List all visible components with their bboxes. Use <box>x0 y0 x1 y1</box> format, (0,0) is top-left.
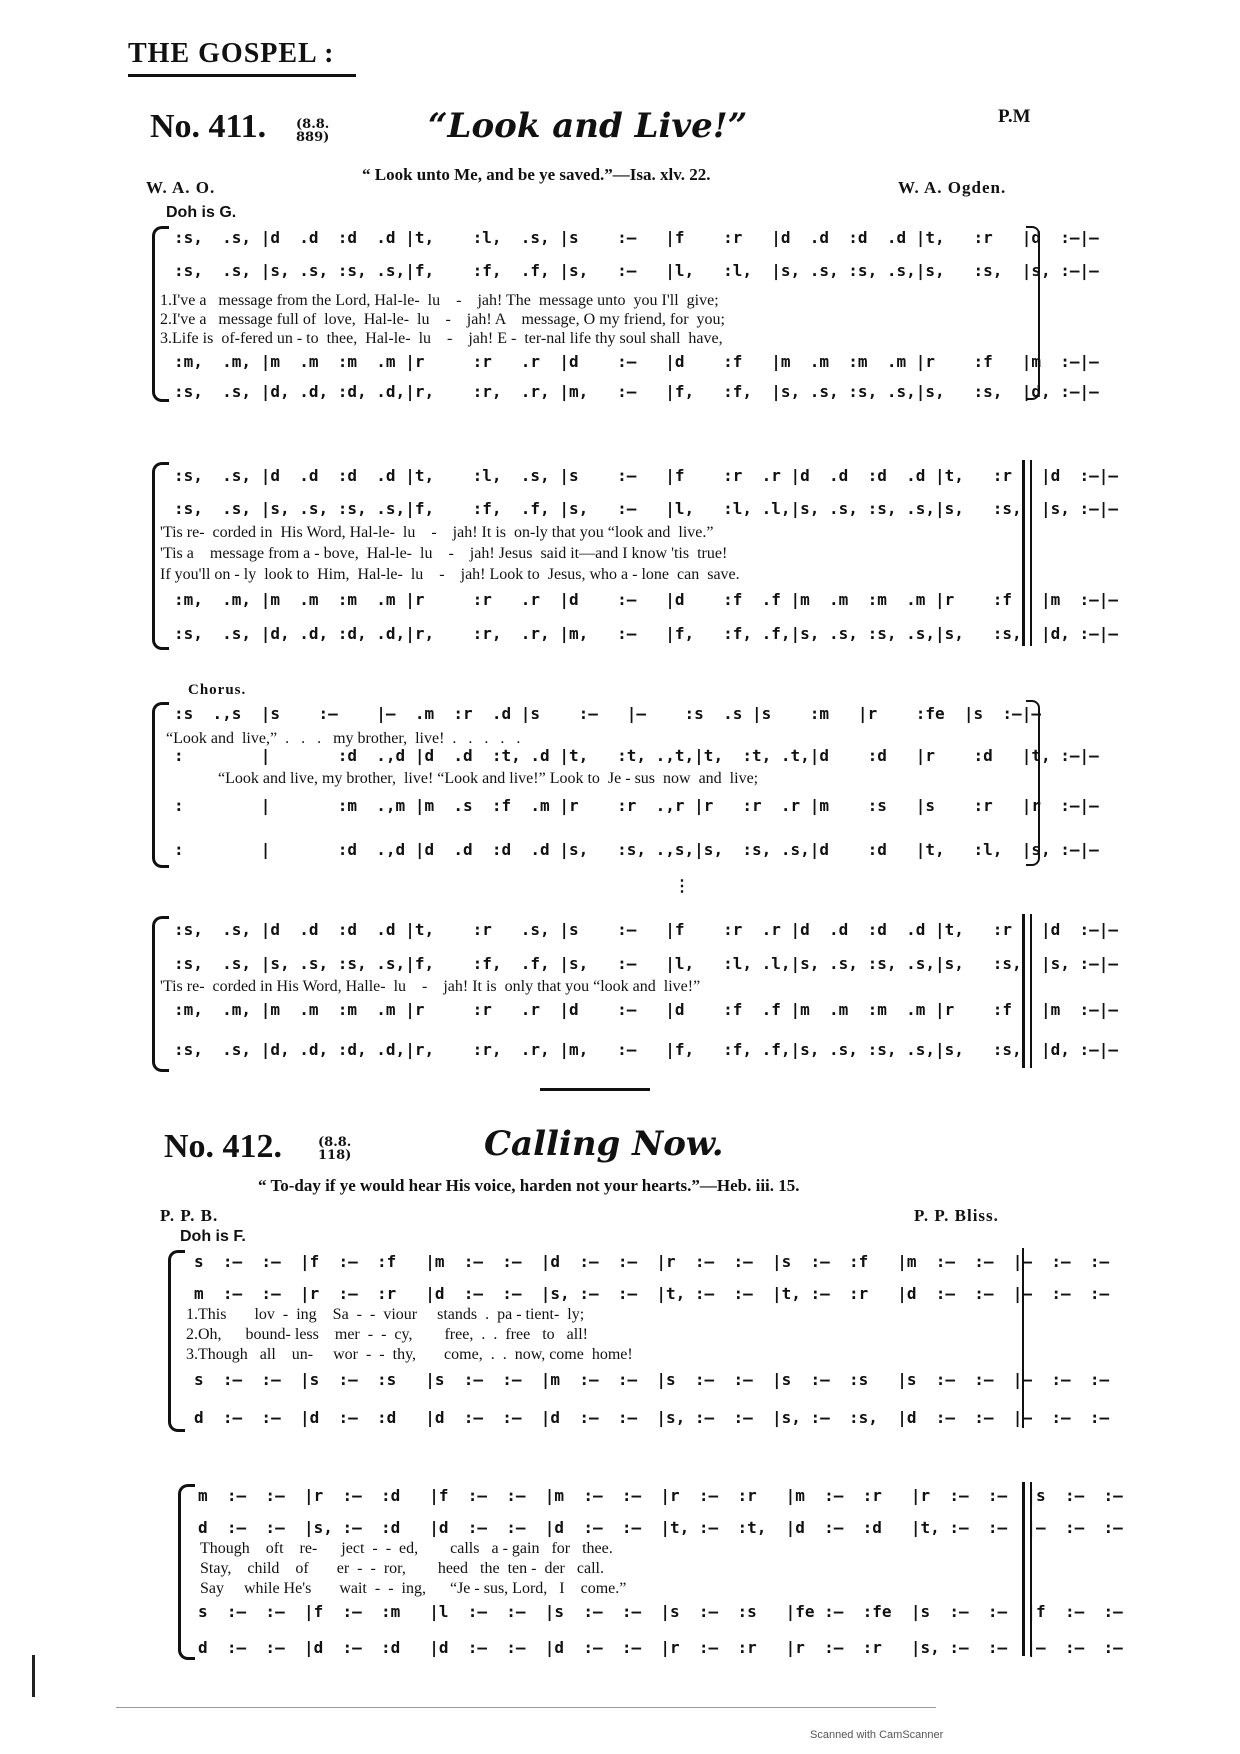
final-barline-thin <box>1030 1482 1032 1656</box>
lyric-verse-1: 1.I've a message from the Lord, Hal-le- lu - jah! The message unto you I'll give; <box>160 292 719 309</box>
notation-row-soprano: :s, .s, |d .d :d .d |t, :l, .s, |s :— |f :r .r |d .d :d .d |t, :r |d :—|— <box>174 466 1119 485</box>
hymn-411-number: No. 411. <box>150 108 267 145</box>
notation-row-bass: :s, .s, |d, .d, :d, .d,|r, :r, .r, |m, :— |f, :f, .f,|s, .s, :s, .s,|s, :s, |d, :—|— <box>174 1040 1119 1059</box>
lyric-verse-3: If you'll on - ly look to Him, Hal-le- lu - jah! Look to Jesus, who a - lone can save. <box>160 566 740 583</box>
lyric-chorus-lead: “Look and live,” . . . my brother, live! . . . . . <box>166 730 521 747</box>
system-brace <box>178 1484 195 1660</box>
lyric-verse-2: Stay, child of er - - ror, heed the ten - der call. <box>200 1560 604 1577</box>
hymn-411-title: “Look and Live!” <box>428 106 748 146</box>
notation-row-soprano: :s .,s |s :— |— .m :r .d |s :— |— :s .s |s :m |r :fe |s :—|— <box>174 704 1041 723</box>
header-underline <box>128 74 356 77</box>
bottom-rule <box>116 1707 936 1708</box>
lyric-chorus-response: “Look and live, my brother, live! “Look and live!” Look to Je - sus now and live; <box>166 770 759 787</box>
hymn-412-composer: P. P. Bliss. <box>914 1206 999 1225</box>
notation-row-alto: :s, .s, |s, .s, :s, .s,|f, :f, .f, |s, :— |l, :l, |s, .s, :s, .s,|s, :s, |s, :—|— <box>174 261 1099 280</box>
hymn-412-epigraph: “ To-day if ye would hear His voice, harden not your hearts.”—Heb. iii. 15. <box>258 1176 800 1195</box>
notation-row-alto: :s, .s, |s, .s, :s, .s,|f, :f, .f, |s, :— |l, :l, .l,|s, .s, :s, .s,|s, :s, |s, :—|— <box>174 954 1119 973</box>
lyric-verse-1: 'Tis re- corded in His Word, Hal-le- lu - jah! It is on-ly that you “look and live.” <box>160 524 714 541</box>
notation-row-bass: :s, .s, |d, .d, :d, .d,|r, :r, .r, |m, :— |f, :f, |s, .s, :s, .s,|s, :s, |d, :—|— <box>174 382 1099 401</box>
notation-row-alto: d :— :— |s, :— :d |d :— :— |d :— :— |t, :— :t, |d :— :d |t, :— :— |— :— :— <box>198 1518 1123 1537</box>
system-end-bar <box>1022 1248 1024 1428</box>
notation-row-tenor: :m, .m, |m .m :m .m |r :r .r |d :— |d :f .f |m .m :m .m |r :f |m :—|— <box>174 1000 1119 1019</box>
notation-row-alto: :s, .s, |s, .s, :s, .s,|f, :f, .f, |s, :— |l, :l, .l,|s, .s, :s, .s,|s, :s, |s, :—|— <box>174 499 1119 518</box>
chorus-label: Chorus. <box>188 682 247 698</box>
notation-row-bass: : | :d .,d |d .d :d .d |s, :s, .,s,|s, :s, .s,|d :d |t, :l, |s, :—|— <box>174 840 1099 859</box>
system-brace <box>168 1250 185 1432</box>
hymn-411-key: Doh is G. <box>166 204 237 221</box>
notation-row-tenor: :m, .m, |m .m :m .m |r :r .r |d :— |d :f |m .m :m .m |r :f |m :—|— <box>174 352 1099 371</box>
notation-row-tenor: : | :m .,m |m .s :f .m |r :r .,r |r :r .r |m :s |s :r |r :—|— <box>174 796 1099 815</box>
notation-row-soprano: :s, .s, |d .d :d .d |t, :r .s, |s :— |f :r .r |d .d :d .d |t, :r |d :—|— <box>174 920 1119 939</box>
hymn-divider <box>540 1088 650 1091</box>
notation-row-alto: m :— :— |r :— :r |d :— :— |s, :— :— |t, :— :— |t, :— :r |d :— :— |— :— :— <box>194 1284 1110 1303</box>
hymn-411-author: W. A. O. <box>146 178 216 197</box>
repeat-mark: ⋮ <box>674 876 690 895</box>
hymn-412-number: No. 412. <box>164 1128 283 1165</box>
notation-row-soprano: :s, .s, |d .d :d .d |t, :l, .s, |s :— |f :r |d .d :d .d |t, :r |d :—|— <box>174 228 1099 247</box>
notation-row-tenor: s :— :— |s :— :s |s :— :— |m :— :— |s :— :— |s :— :s |s :— :— |— :— :— <box>194 1370 1110 1389</box>
scanner-footer-note: Scanned with CamScanner <box>810 1729 944 1741</box>
notation-row-soprano: s :— :— |f :— :f |m :— :— |d :— :— |r :— :— |s :— :f |m :— :— |— :— :— <box>194 1252 1110 1271</box>
lyric-verse-3: 3.Life is of-fered un - to thee, Hal-le- lu - jah! E - ter-nal life thy soul shall have, <box>160 330 723 347</box>
notation-row-bass: :s, .s, |d, .d, :d, .d,|r, :r, .r, |m, :— |f, :f, .f,|s, .s, :s, .s,|s, :s, |d, :—|— <box>174 624 1119 643</box>
final-barline <box>1022 1482 1025 1656</box>
hymn-412-author: P. P. B. <box>160 1206 219 1225</box>
notation-row-bass: d :— :— |d :— :d |d :— :— |d :— :— |s, :— :— |s, :— :s, |d :— :— |— :— :— <box>194 1408 1110 1427</box>
lyric-verse-2: 2.Oh, bound- less mer - - cy, free, . . free to all! <box>186 1326 588 1343</box>
margin-mark <box>32 1655 35 1697</box>
hymn-412-key: Doh is F. <box>180 1228 246 1245</box>
hymn-411-meter: (8.8. 889) <box>296 117 330 145</box>
lyric-verse-2: 2.I've a message full of love, Hal-le- lu - jah! A message, O my friend, for you; <box>160 311 725 328</box>
final-barline <box>1022 460 1025 646</box>
notation-row-tenor: s :— :— |f :— :m |l :— :— |s :— :— |s :— :s |fe :— :fe |s :— :— |f :— :— <box>198 1602 1123 1621</box>
hymn-411-composer: W. A. Ogden. <box>898 178 1007 197</box>
lyric-verse-1: 'Tis re- corded in His Word, Halle- lu - jah! It is only that you “look and live!” <box>160 978 701 995</box>
hymn-411-meter-right: P.M <box>998 106 1031 127</box>
notation-row-tenor: :m, .m, |m .m :m .m |r :r .r |d :— |d :f .f |m .m :m .m |r :f |m :—|— <box>174 590 1119 609</box>
hymn-412-title: Calling Now. <box>484 1124 724 1164</box>
notation-row-bass: d :— :— |d :— :d |d :— :— |d :— :— |r :— :r |r :— :r |s, :— :— |— :— :— <box>198 1638 1123 1657</box>
final-barline-thin <box>1030 460 1032 646</box>
notation-row-alto: : | :d .,d |d .d :t, .d |t, :t, .,t,|t, :t, .t,|d :d |r :d |t, :—|— <box>174 746 1099 765</box>
lyric-verse-3: 3.Though all un- wor - - thy, come, . . now, come home! <box>186 1346 633 1363</box>
notation-row-soprano: m :— :— |r :— :d |f :— :— |m :— :— |r :— :r |m :— :r |r :— :— |s :— :— <box>198 1486 1123 1505</box>
lyric-verse-2: 'Tis a message from a - bove, Hal-le- lu - jah! Jesus said it—and I know 'tis true! <box>160 545 728 562</box>
lyric-verse-1: 1.This lov - ing Sa - - viour stands . pa - tient- ly; <box>186 1306 585 1323</box>
page-header-title: THE GOSPEL : <box>128 38 335 69</box>
lyric-verse-3: Say while He's wait - - ing, “Je - sus, Lord, I come.” <box>200 1580 627 1597</box>
hymn-411-epigraph: “ Look unto Me, and be ye saved.”—Isa. xlv. 22. <box>362 165 711 184</box>
system-end-bracket <box>1026 226 1040 400</box>
hymn-412-meter: (8.8. 118) <box>318 1135 352 1163</box>
lyric-verse-1: Though oft re- ject - - ed, calls a - gain for thee. <box>200 1540 613 1557</box>
